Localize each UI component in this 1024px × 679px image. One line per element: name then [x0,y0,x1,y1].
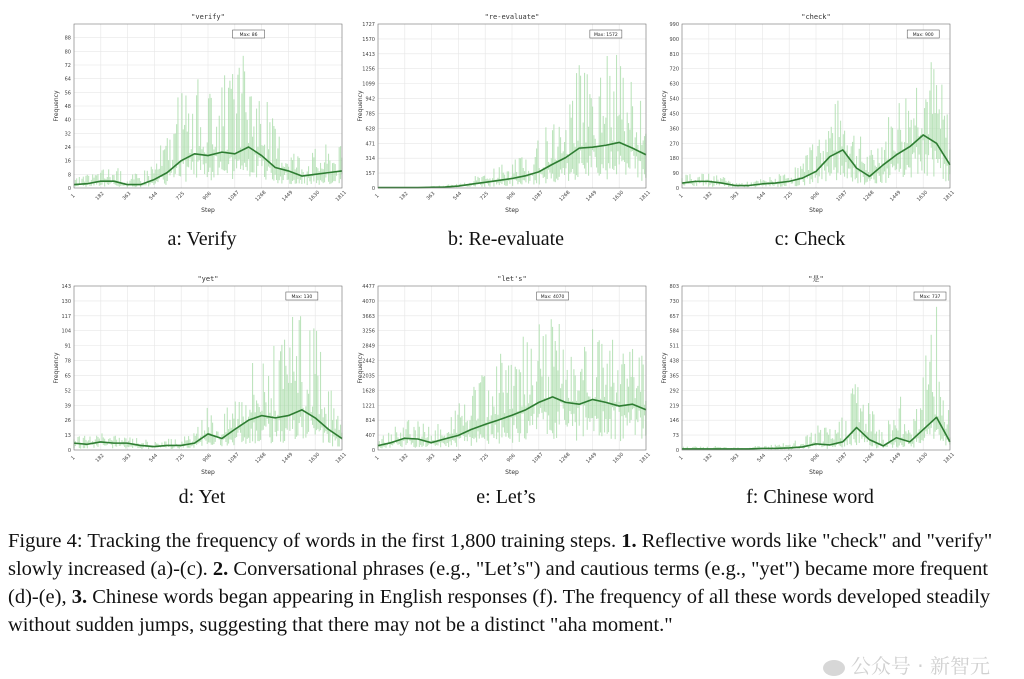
panel-caption: e: Let’s [476,486,536,508]
chart-title: "是" [808,275,824,283]
y-tick-label: 104 [61,328,71,335]
x-tick-label: 544 [452,452,464,464]
y-tick-label: 0 [371,186,375,192]
x-tick-label: 544 [148,190,160,202]
y-tick-label: 2442 [362,358,375,365]
chart-title: "yet" [197,275,219,283]
x-tick-label: 1630 [611,451,626,465]
y-tick-label: 4070 [362,298,375,305]
y-axis-label: Frequency [661,90,668,122]
y-tick-label: 0 [371,448,375,454]
max-label: Max: 900 [912,33,934,38]
y-tick-label: 292 [669,388,679,395]
y-tick-label: 990 [669,22,679,28]
x-tick-label: 1630 [915,451,930,465]
x-tick-label: 363 [121,190,133,202]
y-tick-label: 438 [669,358,679,365]
max-label: Max: 4070 [540,295,565,300]
y-tick-label: 90 [672,171,679,178]
panel-d [52,270,352,520]
x-tick-label: 182 [94,190,106,202]
y-tick-label: 365 [669,373,679,380]
x-tick-label: 1630 [915,189,930,203]
y-axis-label: Frequency [357,352,364,384]
x-tick-label: 1 [678,455,685,462]
max-label: Max: 737 [919,295,941,300]
x-tick-label: 544 [756,190,768,202]
y-tick-label: 810 [669,51,679,58]
x-tick-label: 363 [425,452,437,464]
y-tick-label: 2849 [362,343,375,350]
y-tick-label: 1256 [362,66,375,73]
panel-caption: d: Yet [178,486,226,508]
y-tick-label: 3663 [362,313,375,320]
y-tick-label: 630 [669,81,679,88]
y-tick-label: 0 [67,186,71,192]
panel-c [660,8,960,258]
panel-caption: f: Chinese word [746,486,874,508]
y-tick-label: 180 [669,156,679,163]
y-tick-label: 1413 [362,51,375,58]
y-tick-label: 450 [669,111,679,118]
y-tick-label: 942 [365,96,375,103]
caption-prefix: Figure 4: Tracking the frequency of words in the first 1,800 training steps. [8,530,622,552]
y-tick-label: 219 [669,403,679,410]
y-tick-label: 1727 [362,22,375,28]
x-tick-label: 1 [374,193,381,200]
x-tick-label: 1087 [531,451,545,465]
y-axis-label: Frequency [661,352,668,384]
x-axis-label: Step [809,207,823,214]
max-label: Max: 86 [239,33,258,38]
panel-b [356,8,656,258]
panel-e [356,270,656,520]
chart-title: "let's" [497,275,527,283]
x-tick-label: 1 [70,193,77,200]
y-tick-label: 65 [64,373,71,380]
x-tick-label: 182 [94,452,106,464]
y-tick-label: 72 [64,63,71,69]
y-tick-label: 4477 [362,284,375,290]
x-tick-label: 1449 [281,451,295,465]
y-tick-label: 1570 [362,36,375,43]
caption-num-2: 2. [212,558,229,580]
y-tick-label: 13 [64,433,71,440]
chart-verify [52,8,352,223]
x-axis-label: Step [201,469,215,476]
x-tick-label: 182 [702,452,714,464]
x-tick-label: 725 [174,452,186,464]
x-tick-label: 1268 [862,451,876,465]
y-tick-label: 26 [64,418,71,425]
x-tick-label: 544 [148,452,160,464]
y-tick-label: 48 [64,104,71,110]
x-tick-label: 1 [678,193,685,200]
x-axis-label: Step [809,469,823,476]
x-tick-label: 1449 [281,189,295,203]
x-tick-label: 1811 [334,451,348,465]
y-tick-label: 80 [64,49,71,56]
y-tick-label: 117 [61,313,71,320]
x-tick-label: 1268 [254,451,268,465]
x-tick-label: 1087 [835,189,849,203]
x-tick-label: 182 [702,190,714,202]
x-tick-label: 1087 [531,189,545,203]
x-axis-label: Step [505,207,519,214]
x-tick-label: 725 [478,190,490,202]
x-tick-label: 1268 [862,189,876,203]
caption-num-1: 1. [621,530,637,552]
x-tick-label: 544 [452,190,464,202]
x-tick-label: 1630 [307,451,322,465]
y-tick-label: 91 [64,343,71,350]
y-tick-label: 52 [64,388,71,395]
y-tick-label: 814 [365,418,375,425]
y-tick-label: 73 [672,433,679,440]
x-tick-label: 1449 [889,189,903,203]
y-tick-label: 32 [64,131,71,138]
panel-caption: a: Verify [167,228,237,250]
x-tick-label: 1811 [942,189,956,203]
y-axis-label: Frequency [53,352,60,384]
x-tick-label: 1811 [638,451,652,465]
x-tick-label: 906 [505,452,517,464]
x-tick-label: 906 [809,452,821,464]
x-tick-label: 906 [201,190,213,202]
x-tick-label: 1087 [227,451,241,465]
x-tick-label: 1087 [835,451,849,465]
x-tick-label: 1811 [334,189,348,203]
caption-point-3: Chinese words began appearing in English responses (f). The frequency of all these words developed steadily without sudden jumps, suggesting that there may not be a distinct "aha moment." [8,586,991,636]
y-tick-label: 407 [365,433,375,440]
x-tick-label: 363 [729,190,741,202]
max-label: Max: 1572 [594,33,618,38]
y-tick-label: 0 [675,448,679,454]
y-tick-label: 1099 [362,81,375,88]
x-tick-label: 1449 [585,451,599,465]
chart-title: "re-evaluate" [484,13,540,21]
y-tick-label: 39 [64,403,71,410]
x-tick-label: 906 [505,190,517,202]
caption-point-1: Reflective words like "check" and "verify" slowly increased (a)-(c). [8,530,993,580]
y-tick-label: 314 [365,156,375,163]
chart-check [660,8,960,223]
x-tick-label: 1449 [889,451,903,465]
x-tick-label: 182 [398,190,410,202]
x-tick-label: 1268 [558,451,572,465]
x-tick-label: 363 [121,452,133,464]
x-tick-label: 725 [174,190,186,202]
y-tick-label: 157 [365,171,375,178]
y-axis-label: Frequency [357,90,364,122]
wechat-icon [823,660,845,676]
x-tick-label: 363 [729,452,741,464]
y-tick-label: 1628 [362,388,375,395]
y-tick-label: 803 [669,284,679,290]
x-tick-label: 182 [398,452,410,464]
panel-caption: c: Check [774,228,846,250]
caption-num-3: 3. [71,586,88,608]
y-tick-label: 0 [67,448,71,454]
y-tick-label: 471 [365,141,375,148]
y-tick-label: 64 [64,76,71,83]
x-tick-label: 725 [782,190,794,202]
panel-caption: b: Re-evaluate [447,228,565,250]
x-axis-label: Step [505,469,519,476]
chart-re-evaluate [356,8,656,223]
y-tick-label: 657 [669,313,679,320]
max-label: Max: 130 [291,295,313,300]
y-tick-label: 1221 [362,403,375,410]
figure-caption [8,527,1018,639]
y-tick-label: 88 [64,35,71,42]
y-tick-label: 360 [669,126,679,133]
x-tick-label: 725 [478,452,490,464]
y-tick-label: 270 [669,141,679,148]
y-tick-label: 40 [64,117,71,124]
x-tick-label: 1630 [307,189,322,203]
y-tick-label: 730 [669,298,679,305]
x-tick-label: 1087 [227,189,241,203]
x-tick-label: 906 [201,452,213,464]
y-tick-label: 511 [669,343,679,350]
caption-point-2: Conversational phrases (e.g., "Let’s") and cautious terms (e.g., "yet") became more frequent (d)-(e), [8,558,989,608]
chart-yet [52,270,352,485]
watermark-text: 公众号 · 新智元 [850,654,990,678]
x-tick-label: 725 [782,452,794,464]
x-tick-label: 1268 [254,189,268,203]
chart-title: "check" [801,13,831,21]
chart-chinese-word [660,270,960,485]
y-tick-label: 3256 [362,328,375,335]
y-tick-label: 0 [675,186,679,192]
y-tick-label: 130 [61,298,71,305]
y-tick-label: 24 [64,145,71,151]
x-tick-label: 1630 [611,189,626,203]
y-tick-label: 143 [61,284,71,290]
x-tick-label: 363 [425,190,437,202]
y-tick-label: 78 [64,358,71,365]
x-tick-label: 906 [809,190,821,202]
panel-f [660,270,960,520]
x-tick-label: 544 [756,452,768,464]
y-tick-label: 900 [669,36,679,43]
panel-a [52,8,352,258]
x-tick-label: 1268 [558,189,572,203]
y-tick-label: 540 [669,96,679,103]
x-tick-label: 1811 [638,189,652,203]
chart-lets [356,270,656,485]
y-tick-label: 785 [365,111,375,118]
x-tick-label: 1 [70,455,77,462]
x-tick-label: 1 [374,455,381,462]
y-axis-label: Frequency [53,90,60,122]
x-tick-label: 1811 [942,451,956,465]
y-tick-label: 56 [64,90,71,97]
y-tick-label: 16 [64,158,71,165]
y-tick-label: 146 [669,418,679,425]
chart-title: "verify" [191,13,225,21]
y-tick-label: 2035 [362,373,375,380]
y-tick-label: 720 [669,66,679,73]
x-tick-label: 1449 [585,189,599,203]
x-axis-label: Step [201,207,215,214]
watermark [823,650,990,679]
y-tick-label: 628 [365,126,375,133]
y-tick-label: 584 [669,328,679,335]
y-tick-label: 8 [67,172,71,179]
